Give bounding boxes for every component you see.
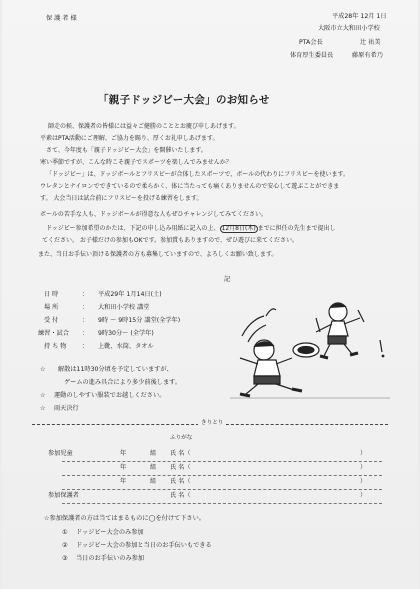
option-number[interactable]: ① [62, 529, 68, 536]
form-write-line[interactable] [62, 461, 382, 462]
note-mark: ☆ [40, 392, 46, 399]
deadline-badge: 12月8日(木) [221, 225, 256, 232]
body-line: 寒い季節ですが、こんな時こそ親子でスポーツを楽しんでみませんか？ [40, 159, 232, 166]
option-text: 当日のお手伝いのみ参加 [76, 555, 145, 562]
form-year: 年 [120, 464, 127, 471]
child-label: 参加児童 [48, 450, 73, 457]
notice-paper [2, 0, 418, 589]
detail-label: 受 付 [44, 317, 59, 324]
body-line: す。 大会当日は試合前にフリスビーを投げる練習をします。 [40, 195, 203, 202]
page-title: 「親子ドッジビー大会」のお知らせ [98, 94, 270, 106]
form-class: 組 [150, 478, 157, 485]
issue-date: 平成28年 12月 1日 [332, 13, 387, 20]
note-text: ゲームの進み具合により多少前後します。 [64, 379, 182, 386]
body-line [46, 225, 336, 233]
form-name-close: ） [360, 492, 367, 499]
detail-label: 持 ち 物 [44, 343, 67, 350]
committee-name: 藤原有希乃 [352, 52, 383, 59]
note-mark: ☆ [40, 405, 46, 412]
option-number[interactable]: ② [62, 542, 68, 549]
form-year: 年 [120, 450, 127, 457]
pta-name: 辻 祐美 [360, 39, 381, 46]
ki-mark: 記 [224, 276, 231, 283]
form-instruction: ☆参加保護者の方は当てはまるものに◯を付けて下さい。 [44, 515, 205, 522]
detail-label: 場 所 [44, 304, 59, 311]
body-line-part: までに担任の先生まで提出し [257, 225, 336, 232]
form-class: 組 [150, 464, 157, 471]
detail-colon: ： [82, 291, 89, 298]
note-text: 雨天決行 [54, 405, 79, 412]
body-line-part: ドッジビー参加希望のかたは、下記の申し込み用紙に記入の上、 [46, 225, 220, 232]
pta-label: PTA会長 [299, 39, 323, 46]
form-write-line[interactable] [62, 503, 382, 504]
body-line: また、当日お手伝い頂ける保護者の方も募集していますので、よろしくお願い致します。 [38, 251, 278, 258]
school-name: 大阪市立大和田小学校 [318, 25, 380, 32]
detail-colon: ： [82, 304, 89, 311]
body-line: 「ドッジビー」は、ドッジボールとフリスビーが合体したスポーツで、ボールの代わりにフリスビーを使います。 [46, 171, 350, 178]
form-write-line[interactable] [62, 489, 382, 490]
detail-value: 9時 ～ 9時15分 講堂(全学年) [98, 317, 181, 324]
cut-line-label: きりとり [198, 421, 226, 427]
body-line: さて、今年度も「親子ドッジビー大会」を開催いたします。 [46, 147, 207, 154]
option-text: ドッジビー大会の参加と当日のお手伝いもできる [76, 542, 212, 549]
detail-colon: ： [82, 330, 89, 337]
parent-label: 参加保護者 [48, 492, 79, 499]
form-name-close: ） [360, 464, 367, 471]
form-name-label: 氏 名（ [170, 478, 191, 485]
note-text: 運動のしやすい服装でお越しください。 [54, 392, 166, 399]
body-line: ボールの苦手な人も、ドッジボールが得意な人もぜひチャレンジしてみてください。 [40, 211, 268, 218]
detail-value: 大和田小学校 講堂 [98, 304, 150, 311]
detail-colon: ： [82, 317, 89, 324]
form-name-label: 氏 名（ [170, 492, 191, 499]
committee-label: 体育厚生委員長 [290, 52, 334, 59]
detail-value: 上靴、水筒、タオル [98, 343, 154, 350]
form-name-close: ） [360, 478, 367, 485]
furigana-label: ふりがな [170, 435, 193, 441]
note-mark: ☆ [40, 366, 46, 373]
recipient: 保 護 者 様 [46, 15, 77, 22]
form-name-label: 氏 名（ [170, 450, 191, 457]
option-number[interactable]: ③ [62, 555, 68, 562]
detail-label: 練習・試合 [38, 330, 69, 337]
body-line: ウレタンとナイロンでできているので柔らかく、体に当たっても痛くありませんので安心して遊ぶことができま [40, 183, 340, 190]
form-year: 年 [120, 478, 127, 485]
form-class: 組 [150, 450, 157, 457]
option-text: ドッジビー大会のみ参加 [76, 529, 144, 536]
detail-label: 日 時 [44, 291, 59, 298]
note-text: 解散は11時30分頃を予定していますが、 [58, 366, 173, 373]
body-line: 平素はPTA活動にご理解、ご協力を賜り、厚くお礼申しあげます。 [40, 135, 219, 142]
detail-value: 9時30分～ (全学年) [98, 330, 154, 337]
form-write-line[interactable] [62, 475, 382, 476]
dodgebee-kids-illustration [220, 292, 400, 402]
body-line: てください。 お子様だけの参加もOKです。参加賞もありますので、ぜひ遊びに来てください。 [42, 237, 298, 244]
detail-colon: ： [82, 343, 89, 350]
form-name-label: 氏 名（ [170, 464, 191, 471]
form-name-close: ） [360, 450, 367, 457]
detail-value: 平成29年 1月14日(土) [98, 291, 162, 298]
body-line: 師走の候、保護者の皆様には益々ご健勝のこととお慶び申しあげます。 [48, 123, 240, 130]
